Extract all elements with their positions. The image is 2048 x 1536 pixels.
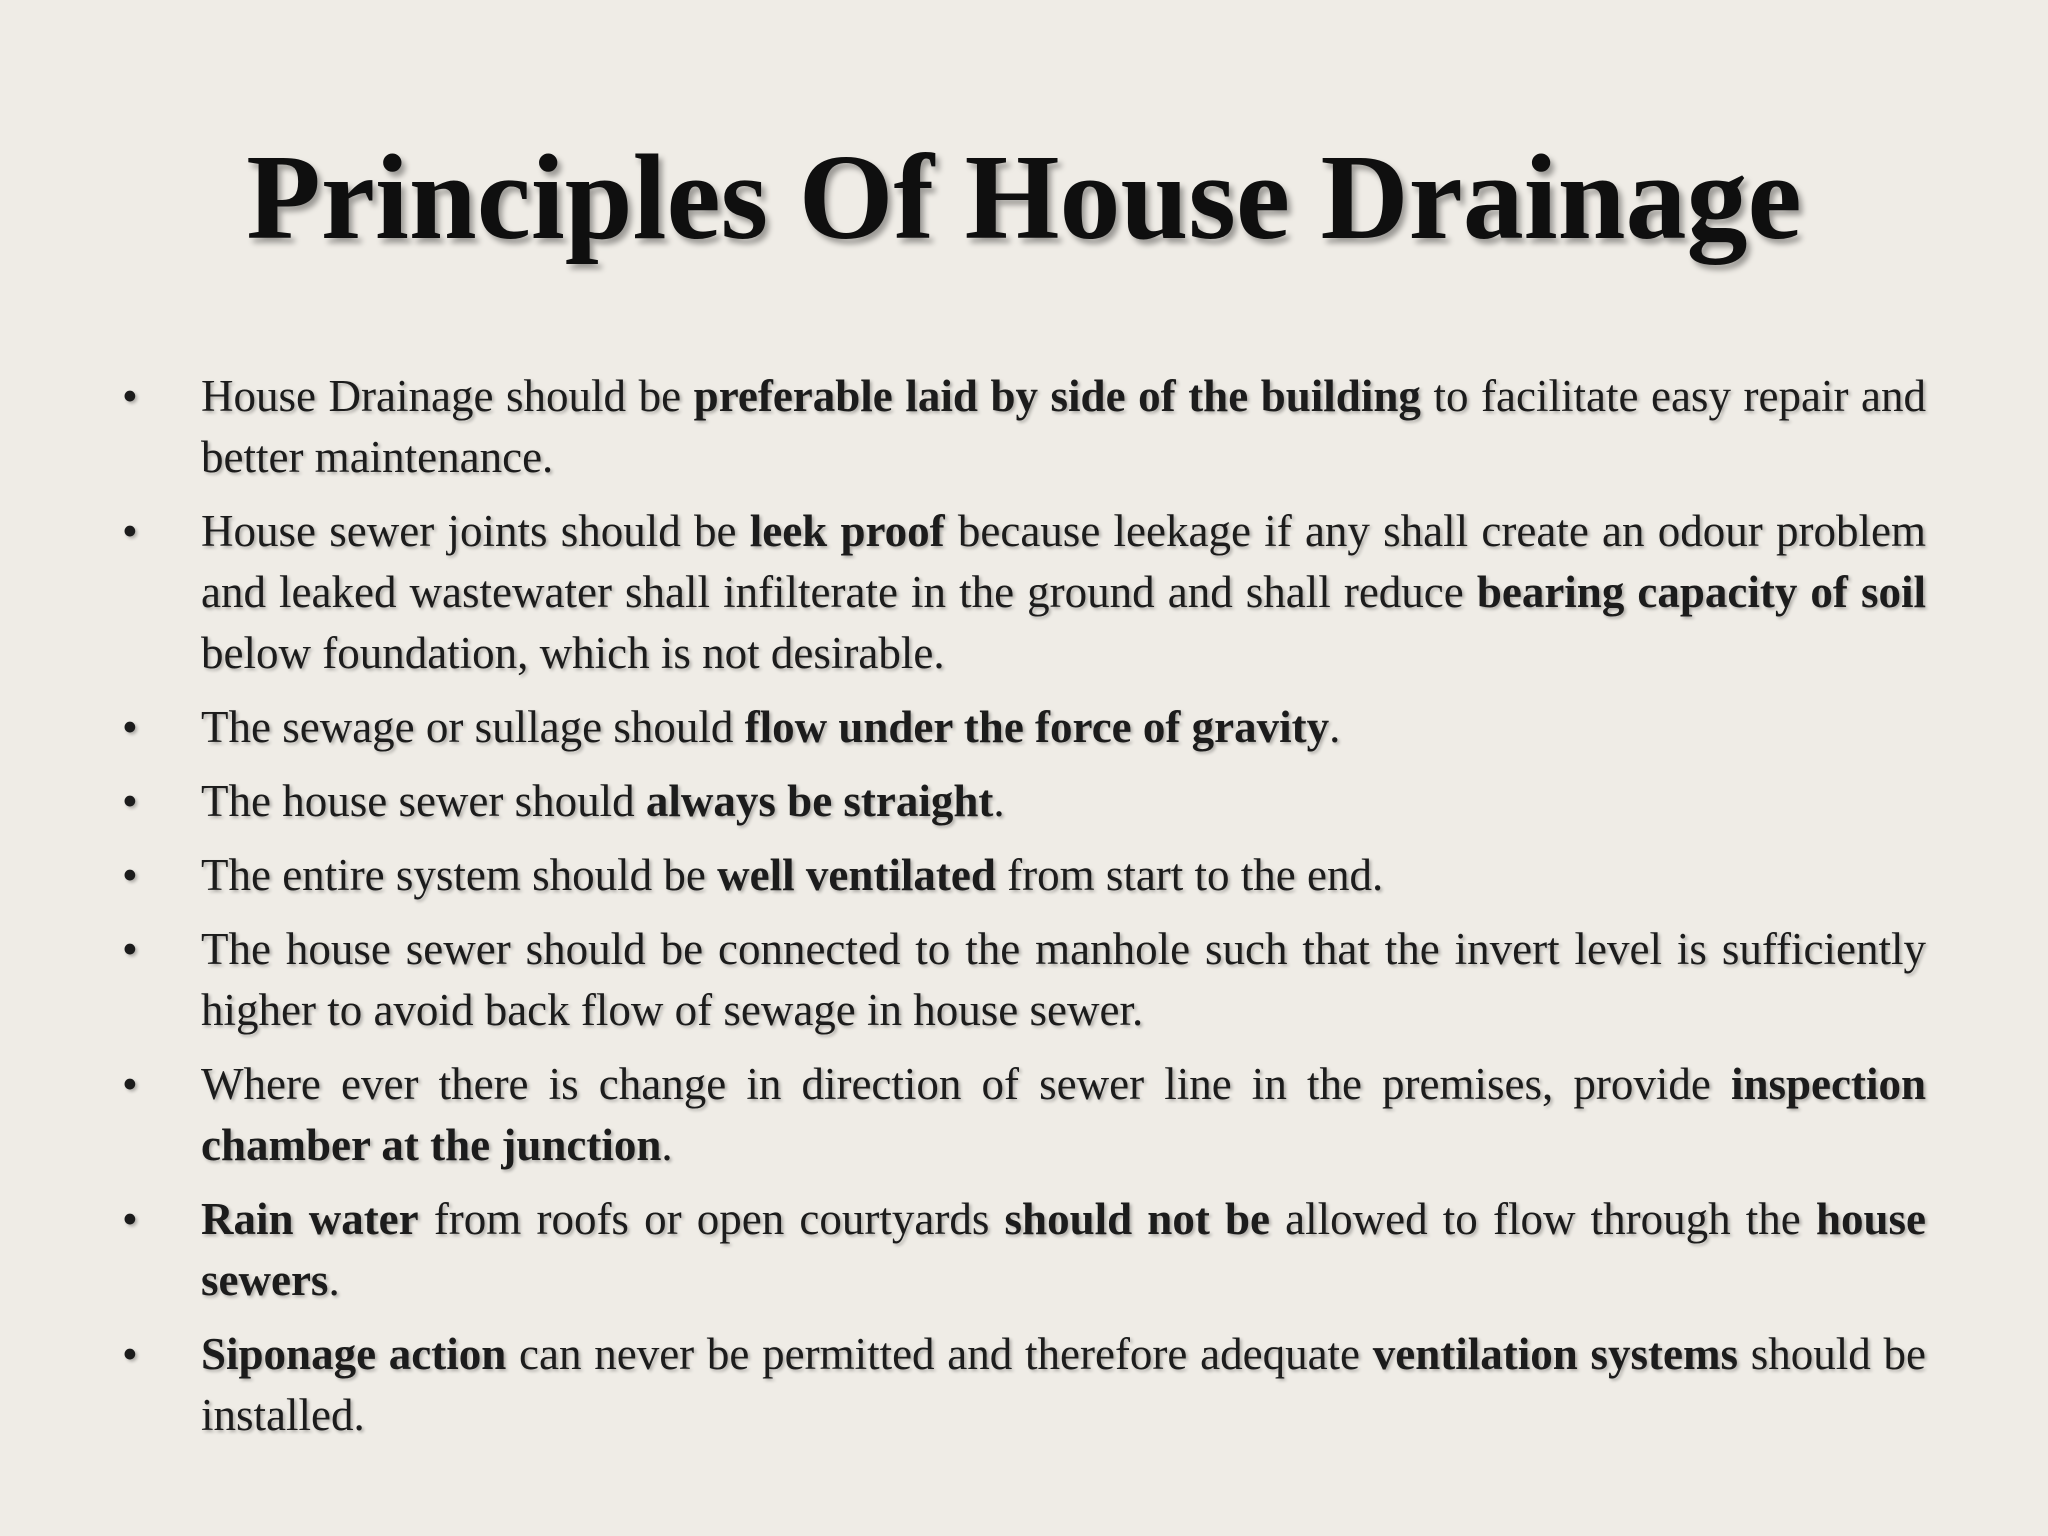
bullet-text: because leekage if any shall create an odour problem and leaked wastewater shall infilterate in the ground and shall reduce [201, 506, 1926, 617]
bullet-text: from roofs or open courtyards [418, 1194, 1005, 1244]
bullet-item [118, 771, 1926, 832]
bullet-item [118, 366, 1926, 488]
bullet-text: House sewer joints should be [201, 506, 750, 556]
bullet-text: can never be permitted and therefore adequate [506, 1329, 1373, 1379]
bullet-text: to facilitate easy repair and better maintenance. [201, 371, 1926, 482]
bullet-emphasis-text: Siponage action [201, 1329, 507, 1379]
bullet-dot-icon: • [122, 1194, 138, 1244]
bullet-dot-icon: • [122, 702, 138, 752]
bullet-text: should be installed. [201, 1329, 1926, 1440]
bullet-item [118, 697, 1926, 758]
bullet-text: from start to the end. [995, 850, 1384, 900]
bullet-emphasis-text: preferable laid by side of the building [693, 371, 1421, 421]
bullet-text: . [328, 1255, 340, 1305]
bullet-text: The entire system should be [201, 850, 718, 900]
bullet-text: . [1329, 702, 1341, 752]
bullet-emphasis-text: should not be [1004, 1194, 1270, 1244]
bullet-item [118, 1189, 1926, 1311]
bullet-emphasis-text: ventilation systems [1372, 1329, 1739, 1379]
bullet-emphasis-text: flow under the force of gravity [744, 702, 1330, 752]
bullet-dot-icon: • [122, 1059, 138, 1109]
bullet-emphasis-text: bearing capacity of soil [1476, 567, 1926, 617]
bullet-dot-icon: • [122, 506, 138, 556]
bullet-text: below foundation, which is not desirable. [201, 628, 945, 678]
bullet-text: House Drainage should be [201, 371, 694, 421]
bullet-text: The house sewer should be connected to the manhole such that the invert level is sufficiently higher to avoid back flow of sewage in house sewer. [201, 924, 1926, 1035]
bullet-item [118, 845, 1926, 906]
bullet-dot-icon: • [122, 850, 138, 900]
bullet-emphasis-text: always be straight [645, 776, 994, 826]
bullet-list [118, 366, 1926, 1446]
bullet-emphasis-text: house sewers [201, 1194, 1926, 1305]
bullet-content [118, 366, 1926, 1459]
bullet-dot-icon: • [122, 924, 138, 974]
bullet-item [118, 1054, 1926, 1176]
bullet-text: . [993, 776, 1005, 826]
bullet-text: allowed to flow through the [1270, 1194, 1816, 1244]
bullet-emphasis-text: inspection chamber at the junction [201, 1059, 1926, 1170]
bullet-text: The sewage or sullage should [201, 702, 745, 752]
bullet-item [118, 919, 1926, 1041]
bullet-dot-icon: • [122, 371, 138, 421]
bullet-emphasis-text: Rain water [201, 1194, 419, 1244]
bullet-item [118, 1324, 1926, 1446]
bullet-dot-icon: • [122, 1329, 138, 1379]
bullet-text: Where ever there is change in direction of sewer line in the premises, provide [201, 1059, 1731, 1109]
bullet-dot-icon: • [122, 776, 138, 826]
slide-title: Principles Of House Drainage [246, 130, 1802, 265]
bullet-item [118, 501, 1926, 684]
bullet-emphasis-text: leek proof [749, 506, 945, 556]
bullet-text: The house sewer should [201, 776, 646, 826]
bullet-emphasis-text: well ventilated [717, 850, 996, 900]
bullet-text: . [661, 1120, 673, 1170]
